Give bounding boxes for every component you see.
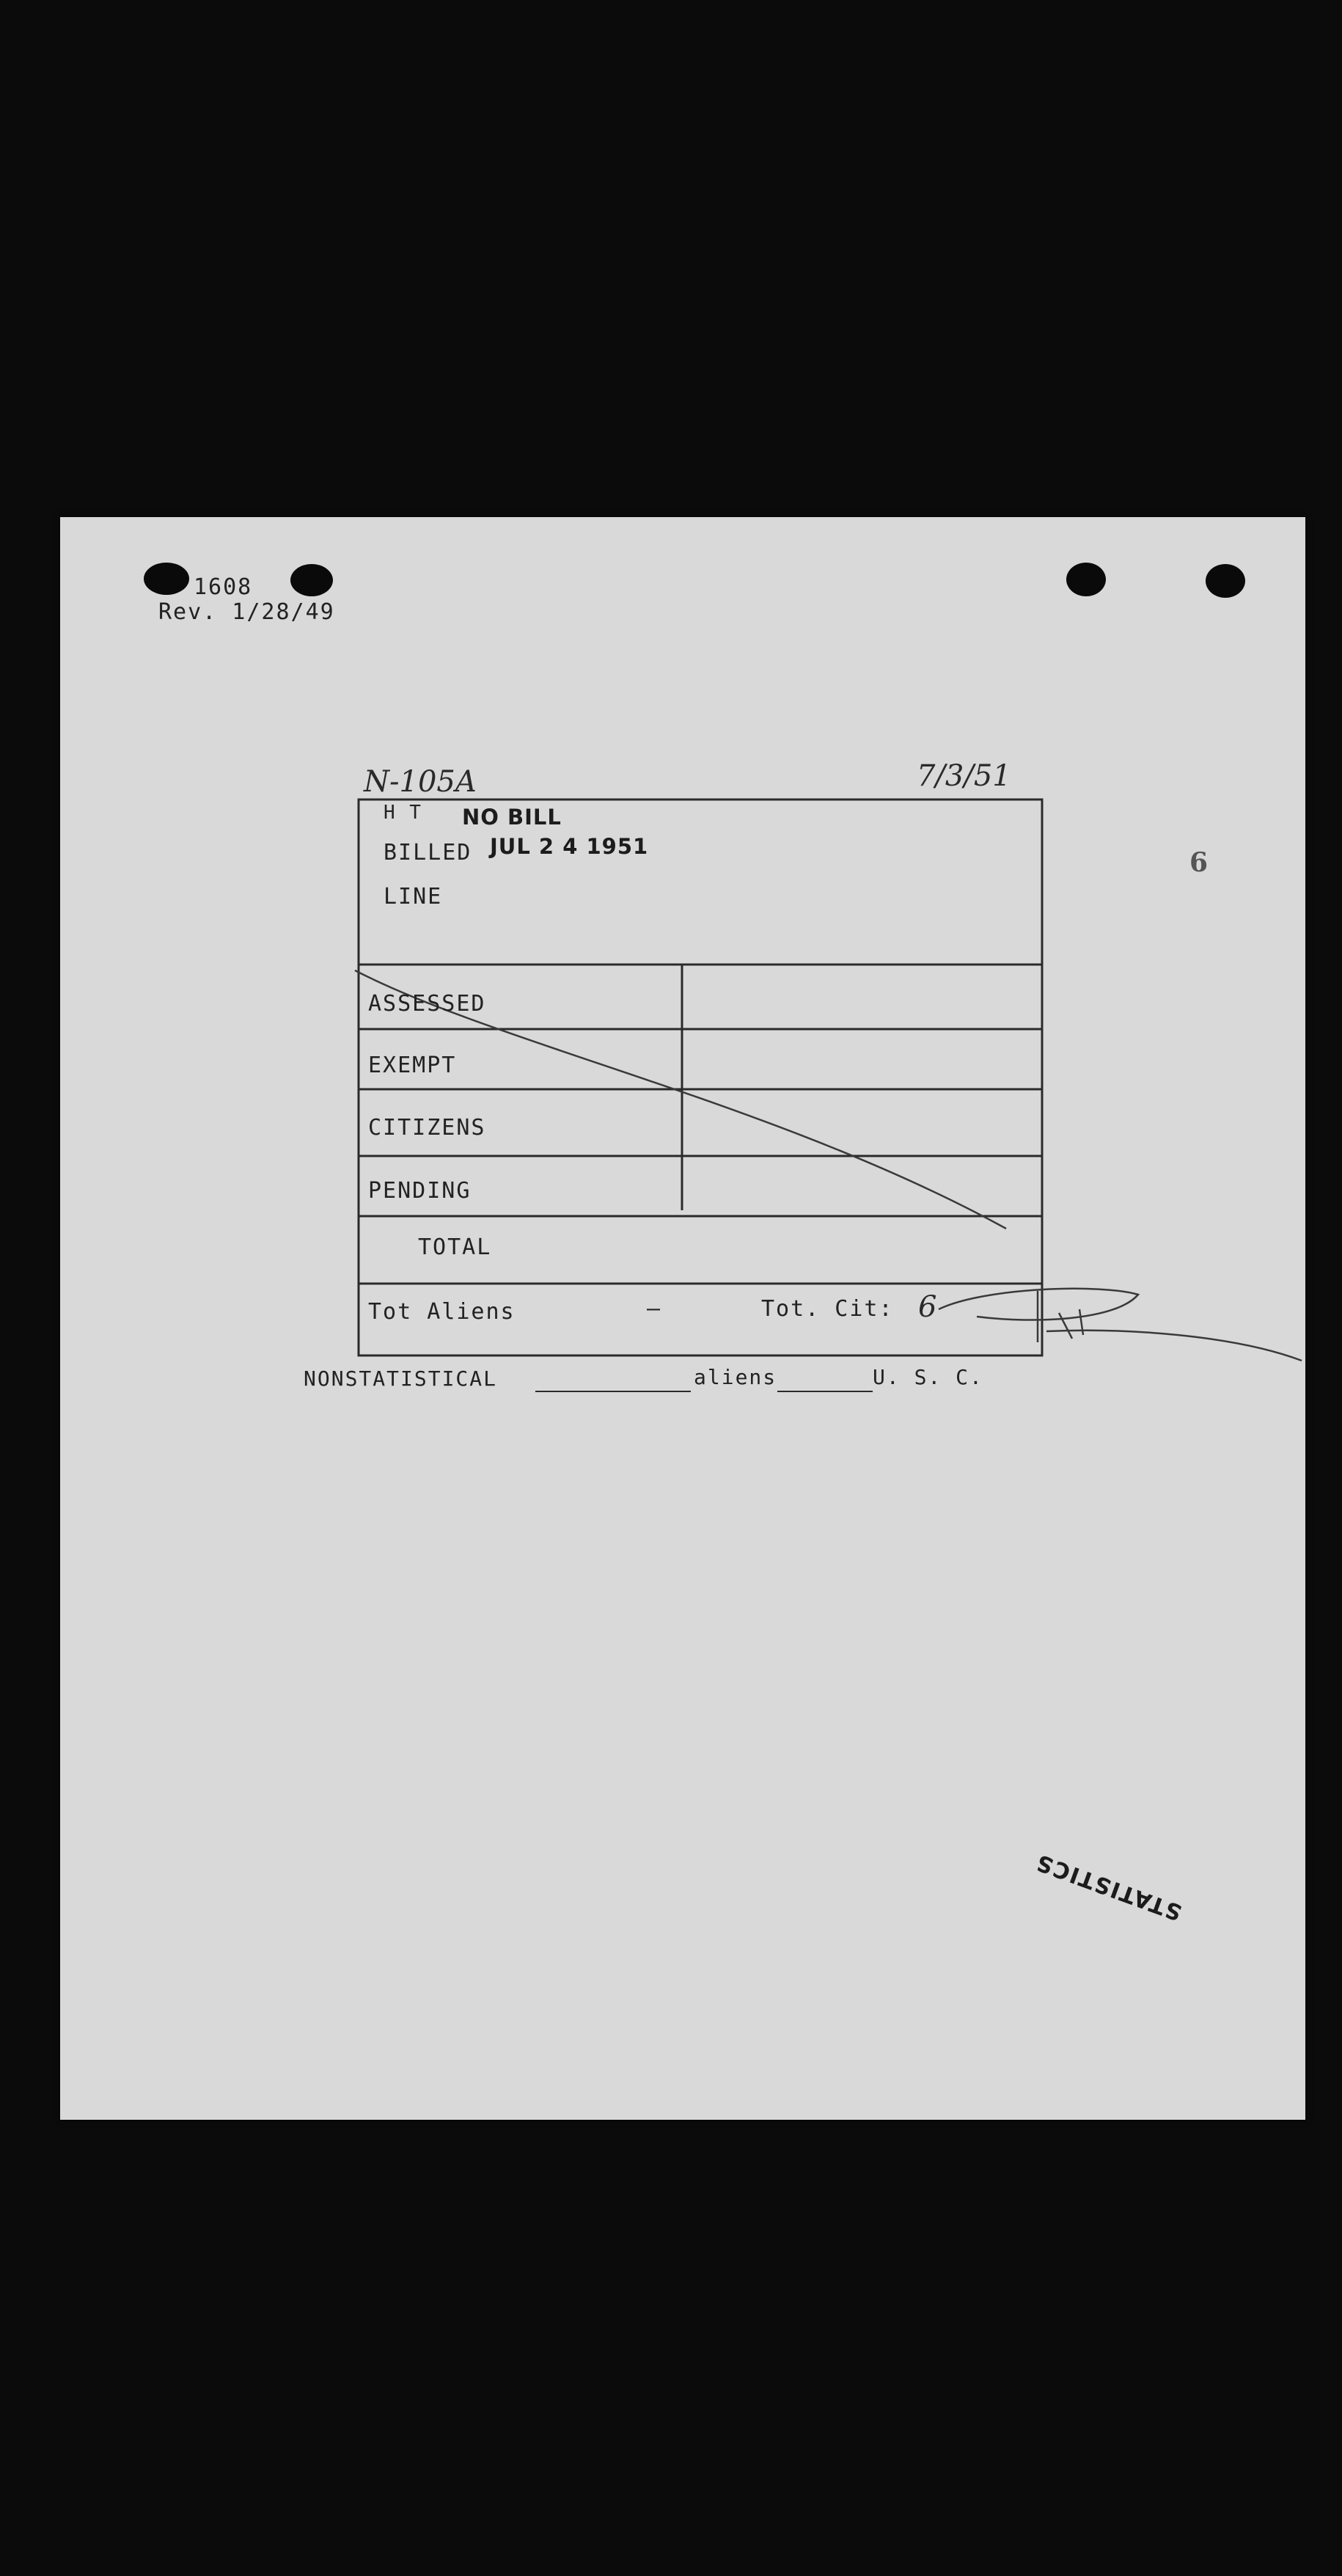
document-page bbox=[60, 517, 1305, 2120]
tail-stroke bbox=[1046, 1331, 1302, 1361]
billed-label: BILLED bbox=[384, 840, 472, 866]
tot-cit-label: Tot. Cit: bbox=[761, 1296, 894, 1322]
row-label-pending: PENDING bbox=[368, 1178, 472, 1204]
margin-number: 6 bbox=[1189, 847, 1210, 878]
ht-label: H T bbox=[384, 802, 422, 824]
handwritten-date: 7/3/51 bbox=[917, 759, 1011, 793]
no-bill-stamp: NO BILL bbox=[462, 805, 562, 830]
billed-date-stamp: JUL 2 4 1951 bbox=[490, 834, 649, 859]
form-box-border bbox=[359, 799, 1042, 1355]
initials-stroke bbox=[1059, 1309, 1083, 1339]
row-label-exempt: EXEMPT bbox=[368, 1053, 457, 1078]
total-label: TOTAL bbox=[418, 1234, 492, 1260]
tot-aliens-value: — bbox=[647, 1296, 662, 1322]
aliens-label: aliens bbox=[694, 1365, 777, 1389]
usc-label: U. S. C. bbox=[873, 1365, 983, 1389]
form-number: 1608 bbox=[194, 574, 253, 600]
row-label-citizens: CITIZENS bbox=[368, 1115, 486, 1141]
statistics-stamp: STATISTICS bbox=[1032, 1848, 1186, 1925]
row-label-assessed: ASSESSED bbox=[368, 991, 486, 1017]
handwritten-code: N-105A bbox=[364, 765, 477, 799]
form-revision: Rev. 1/28/49 bbox=[158, 599, 335, 625]
nonstatistical-label: NONSTATISTICAL bbox=[304, 1366, 498, 1391]
tot-aliens-label: Tot Aliens bbox=[368, 1299, 516, 1325]
line-label: LINE bbox=[384, 884, 443, 910]
tot-cit-value: 6 bbox=[918, 1290, 937, 1324]
